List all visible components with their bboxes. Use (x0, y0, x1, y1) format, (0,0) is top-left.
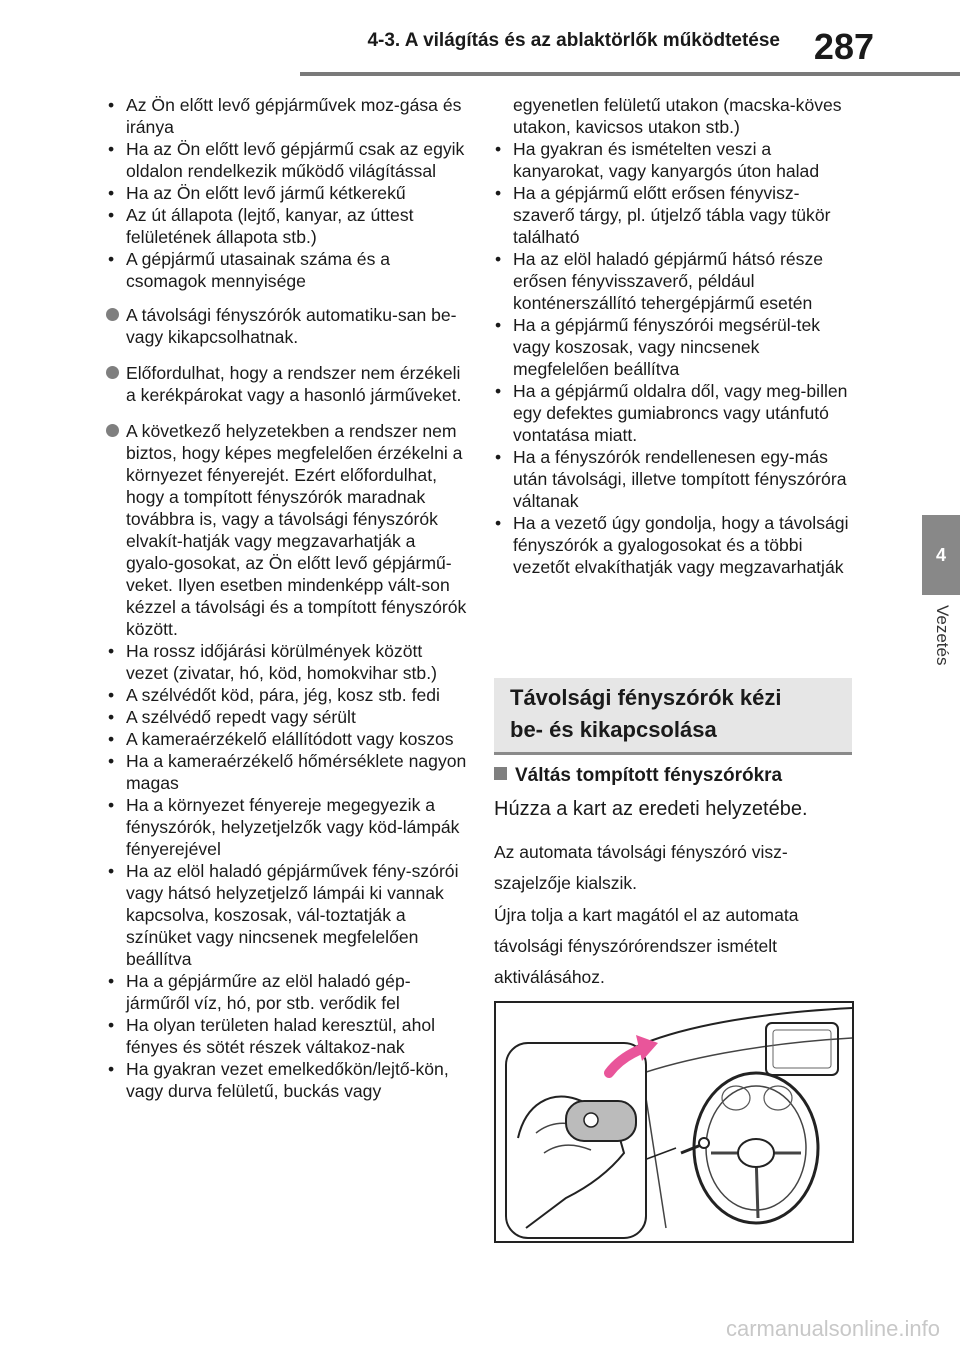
note-auto-switch (106, 304, 468, 348)
list-item: • Ha az elöl haladó gépjármű hátsó része erősen fényvisszaverő, például konténerszállító tehergépjármű esetén (493, 248, 855, 314)
note-text: A távolsági fényszórók automatiku-san be- vagy kikapcsolhatnak. (126, 305, 457, 347)
list-item: • Az út állapota (lejtő, kanyar, az úttest felületének állapota stb.) (106, 204, 468, 248)
note-bullet-icon (106, 424, 119, 437)
page-number: 287 (813, 26, 874, 67)
list-item: • Ha a gépjárműre az elöl haladó gép-járműről víz, hó, por stb. verődik fel (106, 970, 468, 1014)
section-title: 4-3. A világítás és az ablaktörlők működtetése (367, 30, 780, 51)
section-heading-line-2: be- és kikapcsolása (510, 717, 717, 742)
list-item: • Az Ön előtt levő gépjárművek moz-gása és iránya (106, 94, 468, 138)
section-heading-box (494, 678, 852, 755)
paragraph-indicator: Az automata távolsági fényszóró visz-szajelzője kialszik. (494, 842, 788, 893)
left-column (106, 94, 468, 1102)
illustration-lever (494, 1001, 854, 1243)
instruction: Húzza a kart az eredeti helyzetébe. (494, 798, 808, 820)
list-item: • Ha a kameraérzékelő hőmérséklete nagyon magas (106, 750, 468, 794)
list-item: • Ha a gépjármű fényszórói megsérül-tek vagy koszosak, vagy nincsenek megfelelően beállítva (493, 314, 855, 380)
conditions-list-3 (493, 94, 855, 578)
list-item: • A kameraérzékelő elállítódott vagy koszos (106, 728, 468, 750)
right-column (493, 94, 855, 578)
lever-illustration-svg (496, 1003, 852, 1241)
note-text: A következő helyzetekben a rendszer nem biztos, hogy képes megfelelően érzékelni a környezet fényerejét. Ezért előfordulhat, hogy a tompított fényszórók maradnak továbbra is, vagy a távolsági fényszórók elvakít-hatják vagy megzavarhatják a gyalo-gosokat, az Ön előtt levő gépjármű-veket. Ilyen esetben mindenképp vált-son kézzel a távolsági és a tompított fényszórók között. (126, 421, 467, 639)
header-rule (300, 72, 960, 76)
paragraph-reactivate: Újra tolja a kart magától el az automata távolsági fényszórórendszer ismételt aktiválásához. (494, 905, 799, 987)
list-item: • Ha a környezet fényereje megegyezik a fényszórók, helyzetjelzők vagy köd-lámpák fényerejével (106, 794, 468, 860)
page-header (0, 0, 960, 80)
note-situations (106, 420, 468, 1102)
list-item: • Ha a vezető úgy gondolja, hogy a távolsági fényszórók a gyalogosokat és a többi vezetőt elvakíthatják vagy megzavarhatják (493, 512, 855, 578)
list-item: • Ha a fényszórók rendellenesen egy-más után távolsági, illetve tompított fényszóróra váltanak (493, 446, 855, 512)
subheading (494, 765, 782, 787)
list-item: • A szélvédő repedt vagy sérült (106, 706, 468, 728)
list-item: • Ha a gépjármű előtt erősen fényvisz-szaverő tárgy, pl. útjelző tábla vagy tükör található (493, 182, 855, 248)
list-item: • Ha az elöl haladó gépjárművek fény-szórói vagy hátsó helyzetjelző lámpái ki vannak kapcsolva, koszosak, vál-toztatják a színüket vagy nincsenek megfelelően beállítva (106, 860, 468, 970)
chapter-label-container (926, 605, 956, 685)
list-item: • Ha gyakran vezet emelkedőkön/lejtő-kön, vagy durva felületű, buckás vagy (106, 1058, 468, 1102)
list-item: • Ha rossz időjárási körülmények között vezet (zivatar, hó, köd, homokvihar stb.) (106, 640, 468, 684)
list-item: • Ha az Ön előtt levő gépjármű csak az egyik oldalon rendelkezik működő világítással (106, 138, 468, 182)
note-bicycles (106, 362, 468, 406)
list-item: • Ha az Ön előtt levő jármű kétkerekű (106, 182, 468, 204)
chapter-tab (922, 515, 960, 595)
chapter-label: Vezetés (933, 605, 952, 666)
note-bullet-icon (106, 366, 119, 379)
list-item: • Ha gyakran és ismételten veszi a kanyarokat, vagy kanyargós úton halad (493, 138, 855, 182)
section-heading-line-1: Távolsági fényszórók kézi (510, 685, 782, 710)
subheading-text: Váltás tompított fényszórókra (515, 765, 783, 786)
chapter-number: 4 (935, 544, 946, 565)
list-item: • A szélvédőt köd, pára, jég, kosz stb. fedi (106, 684, 468, 706)
list-item: egyenetlen felületű utakon (macska-köves utakon, kavicsos utakon stb.) (513, 95, 842, 137)
conditions-list-1 (106, 94, 468, 292)
square-bullet-icon (494, 767, 507, 780)
list-item: • Ha olyan területen halad keresztül, ahol fényes és sötét részek váltakoz-nak (106, 1014, 468, 1058)
list-item: • A gépjármű utasainak száma és a csomagok mennyisége (106, 248, 468, 292)
conditions-list-2 (126, 640, 468, 1102)
note-text: Előfordulhat, hogy a rendszer nem érzékeli a kerékpárokat vagy a hasonló járműveket. (126, 363, 462, 405)
watermark: carmanualsonline.info (725, 1316, 940, 1341)
note-bullet-icon (106, 308, 119, 321)
list-item: • Ha a gépjármű oldalra dől, vagy meg-billen egy defektes gumiabroncs vagy utánfutó vontatása miatt. (493, 380, 855, 446)
